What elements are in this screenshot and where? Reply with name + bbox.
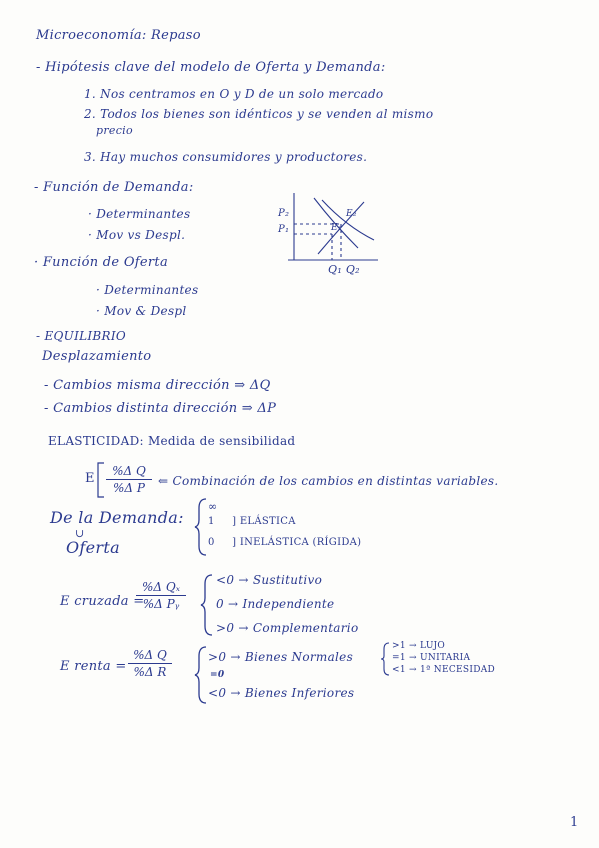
income-sub-3: <1 → 1ª NECESIDAD (392, 665, 496, 675)
demand-item-1: · Determinantes (88, 207, 191, 221)
income-case-scribble: =0 (210, 670, 225, 680)
graph-label-q: Q₁ Q₂ (328, 263, 360, 276)
supply-heading: · Función de Oferta (34, 255, 168, 270)
displacement-item-2: - Cambios distinta dirección ⇒ ΔP (44, 401, 277, 416)
graph-label-p2: P₂ (278, 208, 290, 219)
demand-item-2: · Mov vs Despl. (88, 228, 186, 242)
cross-denominator: %Δ Pᵧ (142, 597, 180, 611)
demand-case-2 (208, 516, 296, 527)
demand-case-2-label: ] ELÁSTICA (232, 516, 296, 527)
income-case-inferior: <0 → Bienes Inferiores (208, 686, 355, 700)
income-case-normal: >0 → Bienes Normales (208, 650, 354, 664)
cross-case-1: <0 → Sustitutivo (216, 573, 323, 587)
graph-label-e2: E₂ (346, 209, 357, 219)
income-elasticity-fraction (128, 648, 172, 679)
supply-item-1: · Determinantes (96, 283, 199, 297)
displacement-heading: Desplazamiento (42, 349, 152, 364)
graph-label-e1: E₁ (331, 223, 342, 233)
hypothesis-item-1: 1. Nos centramos en O y D de un solo mercado (84, 87, 384, 101)
normal-goods-brace (380, 642, 390, 676)
or-mark: ∪ (75, 527, 85, 540)
page-number: 1 (570, 815, 579, 830)
supply-item-2: · Mov & Despl (96, 304, 187, 318)
income-fraction-bar (128, 663, 172, 664)
income-denominator: %Δ R (133, 665, 167, 679)
fraction-bar (106, 479, 152, 480)
hypothesis-item-3: 3. Hay muchos consumidores y productores. (84, 150, 368, 164)
demand-case-1 (208, 500, 217, 513)
demand-case-2-value: 1 (208, 516, 215, 527)
elasticity-denominator: %Δ P (113, 481, 145, 495)
cross-case-2: 0 → Independiente (216, 597, 335, 611)
income-elasticity-lhs: E renta = (60, 659, 127, 674)
cross-elasticity-fraction (136, 580, 186, 611)
displacement-item-1: - Cambios misma dirección ⇒ ΔQ (44, 378, 271, 393)
income-cases-brace (194, 646, 208, 704)
income-numerator: %Δ Q (133, 648, 167, 662)
elasticity-numerator: %Δ Q (112, 464, 146, 478)
hypothesis-item-2: 2. Todos los bienes son idénticos y se venden al mismo (84, 107, 434, 121)
page-title: Microeconomía: Repaso (36, 28, 201, 43)
income-sub-1: >1 → LUJO (392, 641, 446, 651)
graph-label-p1: P₁ (278, 224, 290, 235)
supply-elasticity-label: Oferta (66, 538, 120, 557)
cross-numerator: %Δ Qₓ (142, 580, 180, 594)
demand-case-3-value: 0 (208, 537, 215, 548)
demand-heading: - Función de Demanda: (34, 180, 194, 195)
income-sub-2: =1 → UNITARIA (392, 653, 471, 663)
cross-cases-brace (200, 574, 214, 636)
demand-elasticity-label: De la Demanda: (50, 508, 184, 527)
demand-cases-brace (194, 498, 208, 556)
elasticity-note: ⇐ Combinación de los cambios en distintas variables. (158, 474, 499, 488)
demand-case-3 (208, 537, 361, 548)
hypotheses-heading: - Hipótesis clave del modelo de Oferta y Demanda: (36, 60, 386, 75)
cross-case-3: >0 → Complementario (216, 621, 359, 635)
cross-elasticity-lhs: E cruzada = (60, 594, 145, 609)
cross-fraction-bar (136, 595, 186, 596)
elasticity-heading: ELASTICIDAD: Medida de sensibilidad (48, 434, 296, 448)
hypothesis-item-2-cont: precio (96, 124, 133, 137)
equilibrium-heading: - EQUILIBRIO (36, 329, 127, 343)
demand-case-1-value: ∞ (208, 500, 218, 513)
elasticity-formula-lhs: E (85, 471, 95, 486)
demand-case-3-label: ] INELÁSTICA (RÍGIDA) (232, 537, 362, 548)
elasticity-fraction (106, 464, 152, 495)
